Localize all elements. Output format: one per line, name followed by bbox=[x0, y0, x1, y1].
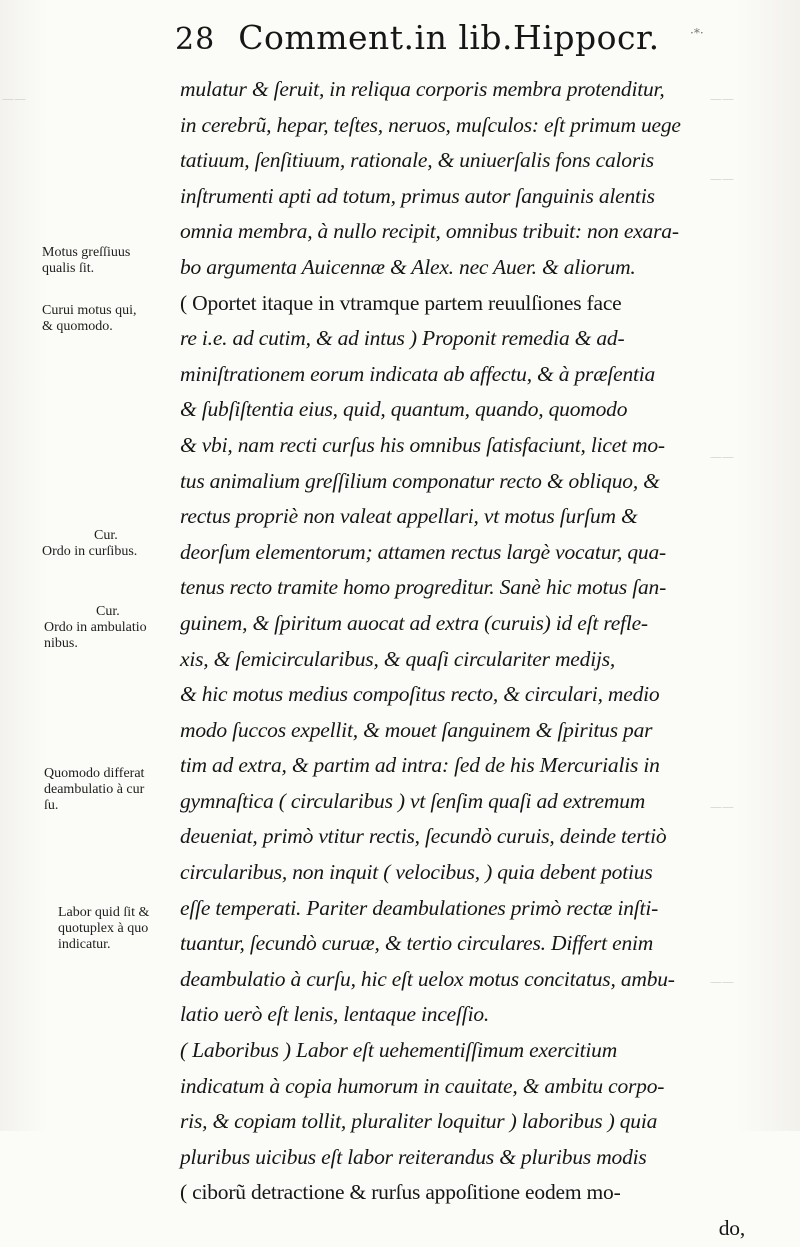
text-line: eſſe temperati. Pariter deambulationes primò rectæ inſti- bbox=[180, 895, 659, 920]
text-line: tatiuum, ſenſitiuum, rationale, & uniuerſalis fons caloris bbox=[180, 148, 654, 173]
margin-note: Labor quid ſit & quotuplex à quo indicatur. bbox=[58, 905, 150, 952]
margin-note: Quomodo differat deambulatio à cur ſu. bbox=[44, 766, 145, 813]
bleed-through-mark: —— bbox=[710, 92, 734, 106]
text-line: ( Laboribus ) Labor eſt uehementiſſimum exercitium bbox=[180, 1038, 618, 1063]
bleed-through-mark: —— bbox=[2, 92, 26, 106]
text-line: deorſum elementorum; attamen rectus largè vocatur, qua- bbox=[180, 539, 666, 564]
body-text bbox=[180, 72, 775, 1247]
text-line: rectus propriè non valeat appellari, vt motus ſurſum & bbox=[180, 504, 638, 529]
text-line: bo argumenta Auicennæ & Alex. nec Auer. & aliorum. bbox=[180, 254, 636, 279]
text-line: ris, & copiam tollit, pluraliter loquitur ) laboribus ) quia bbox=[180, 1109, 658, 1134]
text-line: latio uerò eſt lenis, lentaque inceſſio. bbox=[180, 1002, 490, 1027]
text-line: tus animalium greſſilium componatur recto & obliquo, & bbox=[180, 468, 660, 493]
text-line: tim ad extra, & partim ad intra: ſed de his Mercurialis in bbox=[180, 753, 660, 778]
corner-mark: ·*· bbox=[690, 26, 704, 40]
text-line: circularibus, non inquit ( velocibus, ) quia debent potius bbox=[180, 860, 653, 885]
text-line: modo ſuccos expellit, & mouet ſanguinem & ſpiritus par bbox=[180, 717, 653, 742]
text-line: & vbi, nam recti curſus his omnibus ſatisfaciunt, licet mo- bbox=[180, 432, 665, 457]
bleed-through-mark: —— bbox=[710, 800, 734, 814]
bleed-through-mark: —— bbox=[710, 450, 734, 464]
text-line: tenus recto tramite homo progreditur. Sanè hic motus ſan- bbox=[180, 575, 667, 600]
text-line: mulatur & ſeruit, in reliqua corporis membra protenditur, bbox=[180, 77, 665, 101]
bleed-through-mark: —— bbox=[710, 975, 734, 989]
margin-note: Cur. Ordo in curſibus. bbox=[42, 528, 138, 559]
text-line: do, bbox=[718, 1216, 745, 1240]
text-line: inſtrumenti apti ad totum, primus autor ſanguinis alentis bbox=[180, 183, 655, 208]
text-line: ( Oportet itaque in vtramque partem reuulſiones face bbox=[180, 290, 622, 315]
bleed-through-mark: —— bbox=[710, 172, 734, 186]
text-line: guinem, & ſpiritum auocat ad extra (curuis) id eſt refle- bbox=[180, 610, 648, 635]
margin-note: Curui motus qui, & quomodo. bbox=[42, 303, 137, 334]
text-line: & ſubſiſtentia eius, quid, quantum, quando, quomodo bbox=[180, 397, 628, 422]
text-line: ( ciborũ detractione & rurſus appoſitione eodem mo- bbox=[180, 1180, 621, 1205]
text-line: deambulatio à curſu, hic eſt uelox motus concitatus, ambu- bbox=[180, 966, 675, 991]
margin-note: Motus greſſiuus qualis ſit. bbox=[42, 245, 131, 276]
page-number: 28 bbox=[175, 22, 216, 57]
text-line: omnia membra, à nullo recipit, omnibus tribuit: non exara- bbox=[180, 219, 679, 244]
text-line: xis, & ſemicircularibus, & quaſi circulariter medijs, bbox=[180, 646, 616, 671]
margin-note: Cur. Ordo in ambulatio nibus. bbox=[44, 604, 147, 651]
text-line: indicatum à copia humorum in cauitate, & ambitu corpo- bbox=[180, 1073, 665, 1098]
text-line: deueniat, primò vtitur rectis, ſecundò curuis, deinde tertiò bbox=[180, 824, 667, 849]
text-line: pluribus uicibus eſt labor reiterandus & pluribus modis bbox=[180, 1144, 647, 1169]
text-line: gymnaſtica ( circularibus ) vt ſenſim quaſi ad extremum bbox=[180, 788, 646, 813]
text-line: re i.e. ad cutim, & ad intus ) Proponit remedia & ad- bbox=[180, 326, 625, 351]
page-header bbox=[175, 18, 735, 66]
text-line: tuantur, ſecundò curuæ, & tertio circulares. Differt enim bbox=[180, 931, 654, 956]
text-line: & hic motus medius compoſitus recto, & circulari, medio bbox=[180, 682, 660, 707]
text-line: miniſtrationem eorum indicata ab affectu, & à præſentia bbox=[180, 361, 656, 386]
margin-notes bbox=[0, 0, 178, 1131]
text-line: in cerebrũ, hepar, teſtes, neruos, muſculos: eſt primum uege bbox=[180, 112, 681, 137]
running-title: Comment.in lib.Hippocr. bbox=[238, 18, 660, 57]
